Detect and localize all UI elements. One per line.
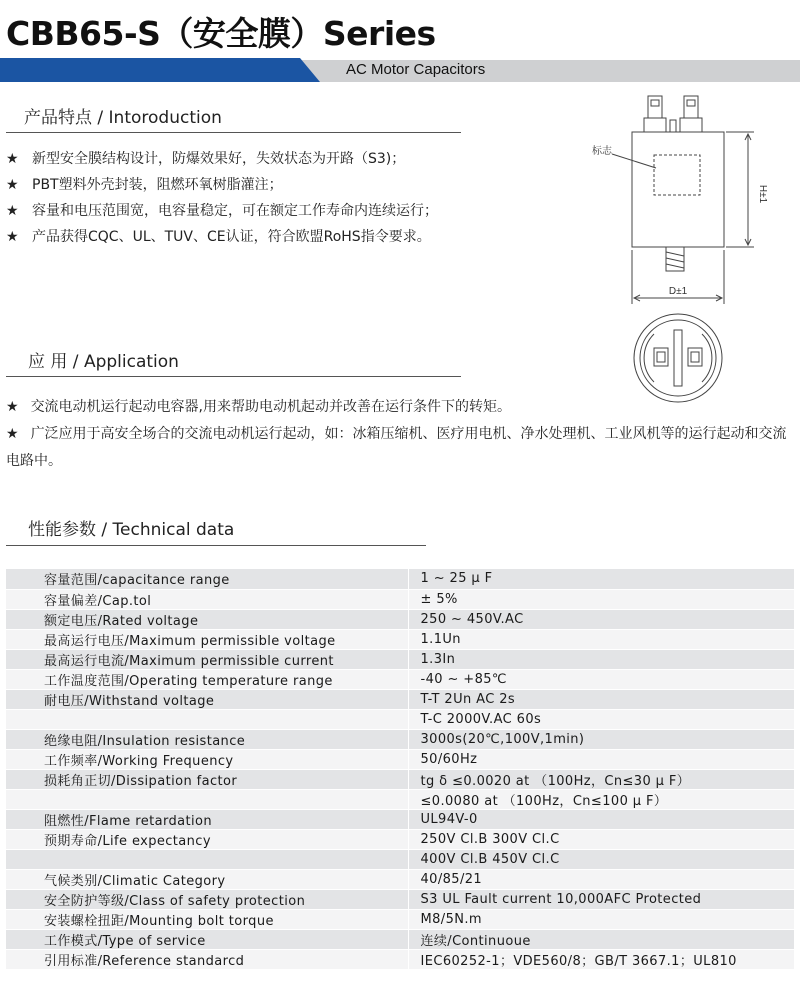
- page-subtitle: AC Motor Capacitors: [346, 61, 486, 78]
- height-dimension-label: H±1: [757, 184, 768, 204]
- list-item: ★ 产品获得CQC、UL、TUV、CE认证，符合欧盟RoHS指令要求。: [6, 224, 438, 250]
- spec-value: 1.3In: [408, 649, 794, 669]
- banner-blue-band: [0, 58, 320, 82]
- spec-value: tg δ ≤0.0020 at （100Hz，Cn≤30 μ F）: [408, 769, 794, 789]
- list-item: ★ PBT塑料外壳封装，阻燃环氧树脂灌注；: [6, 172, 438, 198]
- list-item: ★ 交流电动机运行起动电容器,用来帮助电动机起动并改善在运行条件下的转矩。: [6, 399, 512, 415]
- page-title: CBB65-S（安全膜）Series: [6, 14, 436, 53]
- technical-data-table: [6, 569, 794, 970]
- spec-label: 气候类别/Climatic Category: [6, 869, 408, 889]
- table-row: [6, 569, 794, 589]
- intro-list: [6, 146, 438, 250]
- spec-value: T-T 2Un AC 2s: [408, 689, 794, 709]
- table-row: [6, 929, 794, 949]
- table-row: [6, 629, 794, 649]
- spec-label: [6, 849, 408, 869]
- spec-label: 损耗角正切/Dissipation factor: [6, 769, 408, 789]
- star-icon: ★: [6, 151, 19, 167]
- spec-label: 预期寿命/Life expectancy: [6, 829, 408, 849]
- spec-value: 400V Cl.B 450V Cl.C: [408, 849, 794, 869]
- spec-label: 绝缘电阻/Insulation resistance: [6, 729, 408, 749]
- spec-value: T-C 2000V.AC 60s: [408, 709, 794, 729]
- capacitor-drawing: [588, 90, 793, 410]
- table-row: [6, 669, 794, 689]
- technical-divider: [6, 545, 426, 546]
- spec-label: 工作模式/Type of service: [6, 929, 408, 949]
- spec-value: 3000s(20℃,100V,1min): [408, 729, 794, 749]
- spec-label: 阻燃性/Flame retardation: [6, 809, 408, 829]
- table-row: [6, 909, 794, 929]
- star-icon: ★: [6, 177, 19, 193]
- table-row: [6, 869, 794, 889]
- table-row: [6, 749, 794, 769]
- spec-label: 最高运行电压/Maximum permissible voltage: [6, 629, 408, 649]
- spec-label: 容量范围/capacitance range: [6, 569, 408, 589]
- diameter-dimension-label: D±1: [668, 286, 688, 297]
- spec-label: 安装螺栓扭距/Mounting bolt torque: [6, 909, 408, 929]
- table-row: [6, 709, 794, 729]
- spec-value: -40 ~ +85℃: [408, 669, 794, 689]
- spec-value: 1 ~ 25 μ F: [408, 569, 794, 589]
- star-icon: ★: [6, 229, 19, 245]
- table-row: [6, 729, 794, 749]
- list-item: ★ 新型安全膜结构设计，防爆效果好，失效状态为开路（S3)；: [6, 146, 438, 172]
- table-row: [6, 649, 794, 669]
- spec-label: [6, 709, 408, 729]
- spec-label: 容量偏差/Cap.tol: [6, 589, 408, 609]
- spec-label: 耐电压/Withstand voltage: [6, 689, 408, 709]
- table-row: [6, 829, 794, 849]
- table-row: [6, 789, 794, 809]
- star-icon: ★: [6, 203, 19, 219]
- technical-heading: 性能参数 / Technical data: [28, 520, 235, 540]
- application-heading: 应 用 / Application: [28, 352, 179, 372]
- application-list: [6, 394, 796, 475]
- intro-heading: 产品特点 / Intoroduction: [24, 108, 222, 128]
- table-row: [6, 949, 794, 969]
- table-row: [6, 769, 794, 789]
- spec-value: UL94V-0: [408, 809, 794, 829]
- spec-label: [6, 789, 408, 809]
- table-row: [6, 809, 794, 829]
- spec-value: IEC60252-1；VDE560/8；GB/T 3667.1；UL810: [408, 949, 794, 969]
- application-divider: [6, 376, 461, 377]
- table-row: [6, 609, 794, 629]
- spec-label: 引用标准/Reference standarcd: [6, 949, 408, 969]
- spec-label: 额定电压/Rated voltage: [6, 609, 408, 629]
- spec-value: 250V Cl.B 300V Cl.C: [408, 829, 794, 849]
- spec-label: 安全防护等级/Class of safety protection: [6, 889, 408, 909]
- spec-value: 1.1Un: [408, 629, 794, 649]
- star-icon: ★: [6, 426, 19, 442]
- spec-label: 工作频率/Working Frequency: [6, 749, 408, 769]
- table-row: [6, 889, 794, 909]
- title-banner: [0, 58, 800, 84]
- table-row: [6, 689, 794, 709]
- table-row: [6, 849, 794, 869]
- spec-value: M8/5N.m: [408, 909, 794, 929]
- label-mark-text: 标志: [592, 146, 612, 157]
- spec-value: 连续/Continuoue: [408, 929, 794, 949]
- spec-value: ≤0.0080 at （100Hz，Cn≤100 μ F）: [408, 789, 794, 809]
- star-icon: ★: [6, 399, 19, 415]
- spec-label: 工作温度范围/Operating temperature range: [6, 669, 408, 689]
- table-row: [6, 589, 794, 609]
- spec-value: ± 5%: [408, 589, 794, 609]
- spec-label: 最高运行电流/Maximum permissible current: [6, 649, 408, 669]
- spec-value: 40/85/21: [408, 869, 794, 889]
- spec-value: 50/60Hz: [408, 749, 794, 769]
- list-item: ★ 广泛应用于高安全场合的交流电动机运行起动，如：冰箱压缩机、医疗用电机、净水处理机、工业风机等的运行起动和交流电路中。: [6, 426, 787, 469]
- spec-value: S3 UL Fault current 10,000AFC Protected: [408, 889, 794, 909]
- intro-divider: [6, 132, 461, 133]
- list-item: ★ 容量和电压范围宽，电容量稳定，可在额定工作寿命内连续运行；: [6, 198, 438, 224]
- spec-value: 250 ~ 450V.AC: [408, 609, 794, 629]
